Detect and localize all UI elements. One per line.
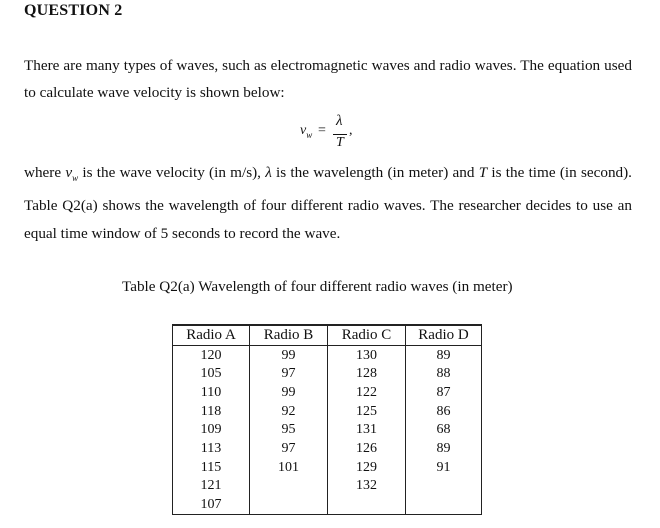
table-cell: 92 — [250, 402, 328, 421]
table-row — [173, 345, 482, 364]
table-cell: 113 — [173, 439, 250, 458]
equation-denominator: T — [336, 135, 344, 150]
table-header-row — [173, 325, 482, 345]
table-cell: 128 — [328, 364, 406, 383]
table-cell: 130 — [328, 345, 406, 364]
table-cell: 86 — [406, 402, 482, 421]
table-row — [173, 402, 482, 421]
time-symbol: T — [478, 164, 488, 181]
table-cell: 132 — [328, 477, 406, 496]
table-cell: 115 — [173, 458, 250, 477]
table-row — [173, 477, 482, 496]
lambda-symbol: λ — [265, 164, 272, 181]
table-row — [173, 439, 482, 458]
table-cell: 126 — [328, 439, 406, 458]
table-cell: 95 — [250, 420, 328, 439]
table-caption: Table Q2(a) Wavelength of four different radio waves (in meter) — [122, 278, 513, 295]
header-radio-b: Radio B — [250, 325, 328, 345]
table-cell: 122 — [328, 383, 406, 402]
header-radio-d: Radio D — [406, 325, 482, 345]
table-row — [173, 364, 482, 383]
table-cell: 129 — [328, 458, 406, 477]
equation-comma: , — [349, 123, 353, 138]
table-cell: 89 — [406, 439, 482, 458]
table-cell — [250, 495, 328, 514]
intro-paragraph: There are many types of waves, such as electromagnetic waves and radio waves. The equation used to calculate wave velocity is shown below: — [24, 57, 632, 101]
table-cell: 88 — [406, 364, 482, 383]
question-heading: QUESTION 2 — [24, 2, 123, 19]
table-cell: 68 — [406, 420, 482, 439]
equation-lhs: $v_w$ — [300, 123, 313, 140]
table-cell: 99 — [250, 383, 328, 402]
table-row — [173, 420, 482, 439]
table-row — [173, 458, 482, 477]
table-cell: 121 — [173, 477, 250, 496]
table-cell: 118 — [173, 402, 250, 421]
wavelength-table — [172, 324, 482, 515]
definition-paragraph: where $v_w$ is the wave velocity (in m/s), λ is the wavelength (in meter) and T is the time (in second). Table Q2(a) shows the wavelength of four different radio waves. The researcher decides to use an equal time window of 5 seconds to record the wave. — [24, 164, 632, 243]
table-cell: 91 — [406, 458, 482, 477]
table-cell: 131 — [328, 420, 406, 439]
table-cell — [406, 495, 482, 514]
velocity-equation — [300, 113, 360, 157]
table-cell: 97 — [250, 439, 328, 458]
table-body — [173, 345, 482, 514]
table-row — [173, 495, 482, 514]
header-radio-a: Radio A — [173, 325, 250, 345]
table-cell: 99 — [250, 345, 328, 364]
table-cell: 87 — [406, 383, 482, 402]
velocity-symbol: $v_w$ — [65, 164, 79, 184]
table-cell — [250, 477, 328, 496]
equation-equals: = — [318, 123, 326, 138]
table-cell: 107 — [173, 495, 250, 514]
table-cell: 120 — [173, 345, 250, 364]
table-cell: 110 — [173, 383, 250, 402]
table-row — [173, 383, 482, 402]
table-cell: 125 — [328, 402, 406, 421]
equation-numerator: λ — [336, 113, 343, 129]
table-cell — [328, 495, 406, 514]
table-cell: 105 — [173, 364, 250, 383]
header-radio-c: Radio C — [328, 325, 406, 345]
table-cell: 101 — [250, 458, 328, 477]
table-cell — [406, 477, 482, 496]
table-cell: 109 — [173, 420, 250, 439]
table-cell: 89 — [406, 345, 482, 364]
table-cell: 97 — [250, 364, 328, 383]
